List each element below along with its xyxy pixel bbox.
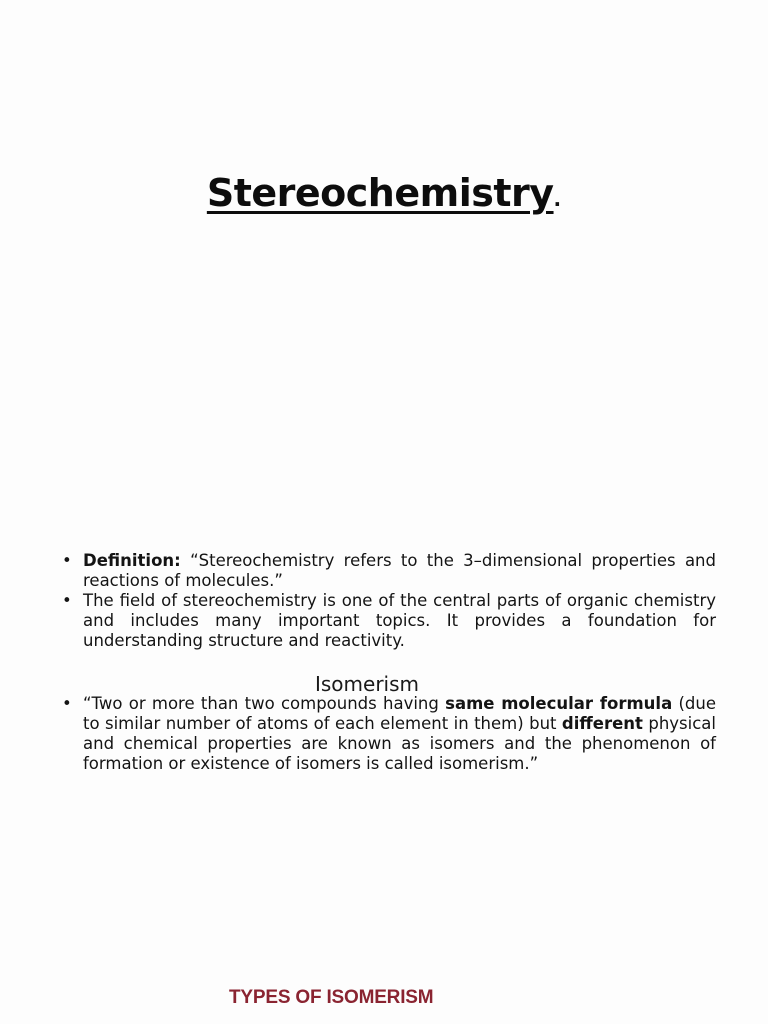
title-block: [0, 168, 768, 218]
page-title: Stereochemistry: [206, 171, 554, 215]
isomerism-text-part3: physical and chemical properties are known as isomers and the phenomenon of formation or existence of isomers is called isomerism.”: [83, 714, 716, 773]
definition-label: Definition:: [83, 551, 181, 570]
isomerism-text-part1: “Two or more than two compounds having: [83, 694, 446, 713]
title-suffix: .: [553, 187, 562, 211]
isomerism-bold-same-formula: same molecular formula: [445, 694, 673, 713]
list-item-definition: [62, 551, 716, 591]
isomerism-bold-different: different: [561, 714, 643, 733]
isomerism-heading: Isomerism: [314, 672, 420, 696]
bullet-icon: •: [62, 591, 72, 610]
bullet-icon: •: [62, 551, 72, 570]
isomerism-text-part2: (due to similar number of atoms of each element in them) but: [83, 694, 716, 733]
bullet-icon: •: [62, 694, 72, 713]
field-description-text: The field of stereochemistry is one of the central parts of organic chemistry and includes many important topics. It provides a foundation for understanding structure and reactivity.: [83, 591, 716, 650]
list-item-isomerism: [62, 694, 716, 774]
definition-list: [62, 551, 716, 651]
types-of-isomerism-heading: TYPES OF ISOMERISM: [229, 987, 434, 1008]
definition-text: “Stereochemistry refers to the 3–dimensional properties and reactions of molecules.”: [83, 551, 716, 590]
isomerism-list: [62, 694, 716, 774]
list-item-field-description: [62, 591, 716, 651]
